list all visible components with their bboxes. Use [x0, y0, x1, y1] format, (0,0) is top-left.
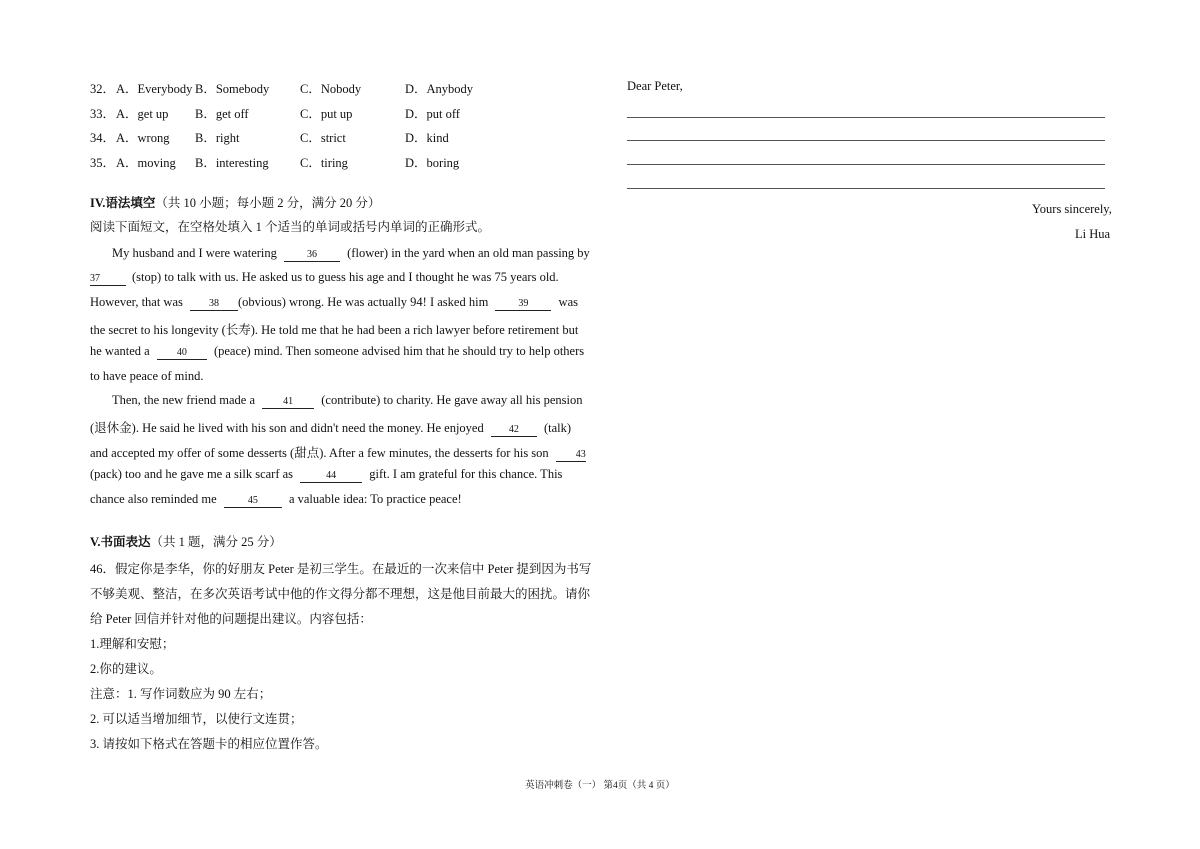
option-b: B．interesting: [195, 156, 269, 170]
page-footer: 英语冲刺卷（一） 第4页（共 4 页）: [525, 781, 675, 791]
passage-line: [112, 393, 583, 409]
passage-text: and accepted my offer of some desserts (甜点). After a few minutes, the desserts for his son: [90, 446, 549, 460]
writing-line[interactable]: [627, 140, 1105, 141]
letter-salutation: Dear Peter,: [627, 79, 683, 93]
section-4-note: （共 10 小题；每小题 2 分，满分 20 分）: [155, 196, 381, 210]
blank-44[interactable]: 44: [300, 469, 362, 483]
passage-text: he wanted a: [90, 344, 150, 358]
passage-line: [112, 246, 590, 262]
blank-37[interactable]: 37: [90, 272, 126, 286]
passage-line: [90, 270, 559, 286]
passage-line: [90, 320, 578, 338]
option-d: D．put off: [405, 107, 460, 121]
option-d: D．Anybody: [405, 82, 474, 96]
blank-40[interactable]: 40: [157, 346, 207, 360]
passage-text: chance also reminded me: [90, 492, 217, 506]
writing-note-2: 2. 可以适当增加细节，以使行文连贯；: [90, 712, 303, 726]
section-4-instruction: 阅读下面短文，在空格处填入 1 个适当的单词或括号内单词的正确形式。: [90, 220, 491, 234]
option-a: A．wrong: [116, 131, 170, 145]
blank-39[interactable]: 39: [495, 297, 551, 311]
passage-text: (退休金). He said he lived with his son and didn't need the money. He enjoyed: [90, 421, 484, 435]
question-35: [90, 153, 115, 171]
passage-text: (pack) too and he gave me a silk scarf as: [90, 467, 294, 481]
passage-line: [90, 295, 578, 311]
option-c: C．put up: [300, 107, 353, 121]
option-a: A．get up: [116, 107, 169, 121]
writing-note-1: 注意：1. 写作词数应为 90 左右；: [90, 687, 272, 701]
question-32: [90, 79, 115, 97]
option-c: C．tiring: [300, 156, 348, 170]
passage-text: a valuable idea: To practice peace!: [288, 492, 462, 506]
passage-line: [90, 344, 584, 360]
blank-38[interactable]: 38: [190, 297, 238, 311]
passage-text: (flower) in the yard when an old man passing by: [347, 246, 590, 260]
question-46-line-3: 给 Peter 回信并针对他的问题提出建议。内容包括：: [90, 612, 372, 626]
passage-text: (talk): [543, 421, 572, 435]
option-a: A．Everybody: [116, 82, 193, 96]
option-b: B．right: [195, 131, 240, 145]
question-33: [90, 104, 115, 122]
writing-line[interactable]: [627, 117, 1105, 118]
blank-43[interactable]: 43: [556, 448, 586, 462]
question-46-line-1: 46．假定你是李华，你的好朋友 Peter 是初三学生。在最近的一次来信中 Peter 提到因为书写: [90, 562, 592, 576]
blank-42[interactable]: 42: [491, 423, 537, 437]
passage-text: (obvious) wrong. He was actually 94! I asked him: [238, 295, 489, 309]
passage-text: (peace) mind. Then someone advised him that he should try to help others: [213, 344, 585, 358]
letter-closing: Yours sincerely,: [1032, 202, 1112, 216]
passage-text: was: [558, 295, 578, 309]
passage-text: to have peace of mind.: [90, 369, 204, 383]
option-b: B．Somebody: [195, 82, 270, 96]
passage-text: gift. I am grateful for this chance. This: [369, 467, 563, 481]
content-item-1: 1.理解和安慰；: [90, 637, 175, 651]
section-5-note: （共 1 题，满分 25 分）: [150, 535, 282, 549]
question-46-line-2: 不够美观、整洁，在多次英语考试中他的作文得分都不理想，这是他目前最大的困扰。请你: [90, 587, 591, 601]
letter-signature: Li Hua: [1075, 227, 1111, 241]
content-item-2: 2.你的建议。: [90, 662, 162, 676]
passage-text: the secret to his longevity (长寿). He told me that he had been a rich lawyer before retirement but: [90, 323, 579, 337]
question-34: [90, 128, 115, 146]
passage-line: [90, 467, 562, 483]
option-a: A．moving: [116, 156, 176, 170]
passage-text: Then, the new friend made a: [112, 393, 255, 407]
section-4-heading: [90, 193, 380, 211]
option-d: D．boring: [405, 156, 460, 170]
passage-line: [90, 443, 586, 462]
question-number: 35．: [90, 156, 116, 170]
passage-text: (stop) to talk with us. He asked us to guess his age and I thought he was 75 years old.: [132, 270, 559, 284]
blank-36[interactable]: 36: [284, 248, 340, 262]
blank-41[interactable]: 41: [262, 395, 314, 409]
passage-line: [90, 369, 204, 384]
passage-text: My husband and I were watering: [112, 246, 277, 260]
question-number: 34．: [90, 131, 116, 145]
writing-line[interactable]: [627, 188, 1105, 189]
passage-line: [90, 492, 462, 508]
section-5-heading: [90, 532, 282, 550]
passage-text: (contribute) to charity. He gave away all his pension: [321, 393, 583, 407]
question-number: 32．: [90, 82, 116, 96]
blank-45[interactable]: 45: [224, 494, 282, 508]
question-number: 33．: [90, 107, 116, 121]
option-c: C．Nobody: [300, 82, 362, 96]
option-d: D．kind: [405, 131, 449, 145]
option-b: B．get off: [195, 107, 249, 121]
writing-note-3: 3. 请按如下格式在答题卡的相应位置作答。: [90, 737, 328, 751]
passage-line: [90, 418, 571, 437]
writing-line[interactable]: [627, 164, 1105, 165]
section-5-title: V.书面表达: [90, 535, 151, 549]
option-c: C．strict: [300, 131, 346, 145]
passage-text: However, that was: [90, 295, 183, 309]
section-4-title: IV.语法填空: [90, 196, 156, 210]
